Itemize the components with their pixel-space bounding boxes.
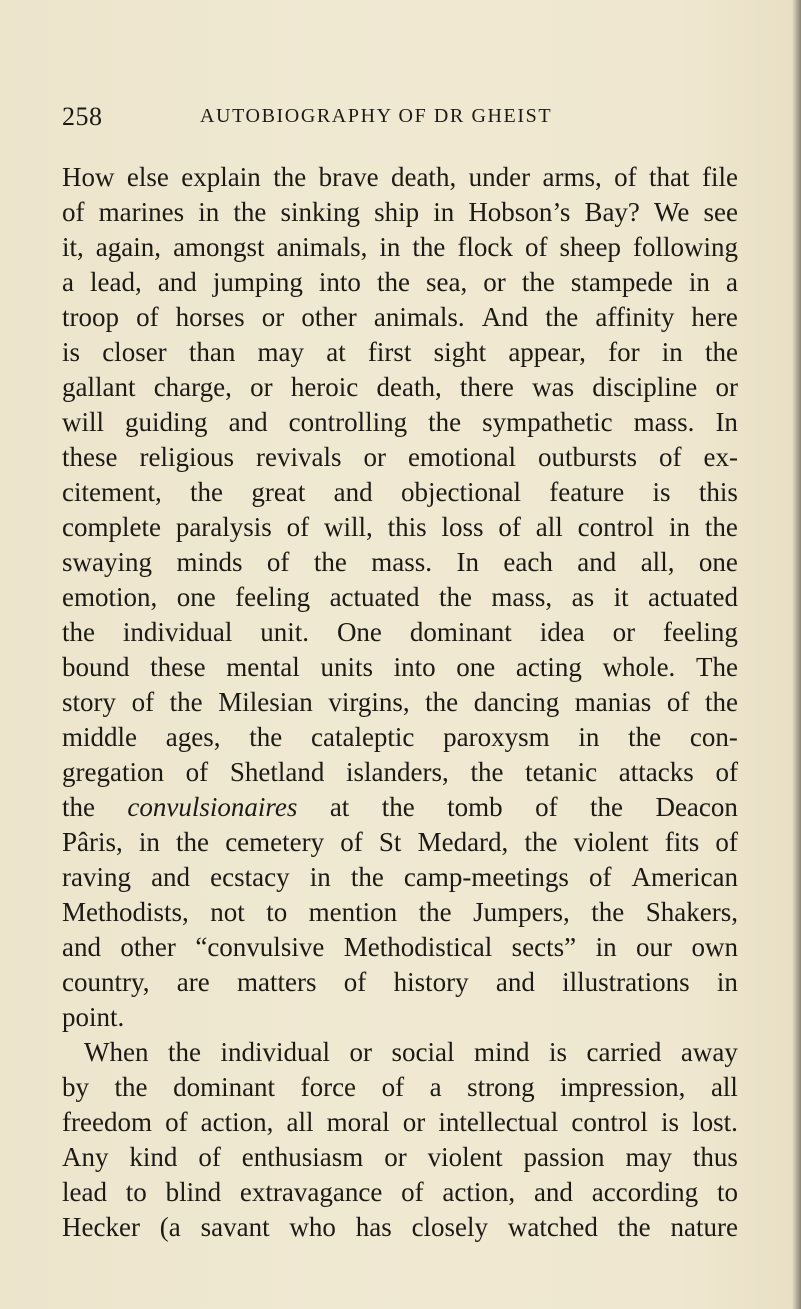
text-line: Pâris, in the cemetery of St Medard, the violent fits of bbox=[62, 827, 738, 857]
text-line: country, are matters of history and illustrations in bbox=[62, 967, 738, 997]
text-line: the individual unit. One dominant idea or feeling bbox=[62, 617, 738, 647]
text-line: swaying minds of the mass. In each and all, one bbox=[62, 547, 738, 577]
text-line: When the individual or social mind is carried away bbox=[84, 1037, 738, 1067]
text-line: these religious revivals or emotional outbursts of ex- bbox=[62, 442, 738, 472]
text-line: troop of horses or other animals. And the affinity here bbox=[62, 302, 738, 332]
text-line: Methodists, not to mention the Jumpers, the Shakers, bbox=[62, 897, 738, 927]
text-line: Any kind of enthusiasm or violent passion may thus bbox=[62, 1142, 738, 1172]
text-line: and other “convulsive Methodistical sects” in our own bbox=[62, 932, 738, 962]
page-number: 258 bbox=[62, 102, 103, 131]
text-line: lead to blind extravagance of action, and according to bbox=[62, 1177, 738, 1207]
text-line: story of the Milesian virgins, the dancing manias of the bbox=[62, 687, 738, 717]
text-line: citement, the great and objectional feature is this bbox=[62, 477, 738, 507]
text-line: of marines in the sinking ship in Hobson’s Bay? We see bbox=[62, 197, 738, 227]
text-line: Hecker (a savant who has closely watched the nature bbox=[62, 1212, 738, 1242]
text-line: raving and ecstacy in the camp-meetings of American bbox=[62, 862, 738, 892]
running-title: AUTOBIOGRAPHY OF DR GHEIST bbox=[200, 105, 553, 127]
text-line: by the dominant force of a strong impression, all bbox=[62, 1072, 738, 1102]
text-line: the convulsionaires at the tomb of the Deacon bbox=[62, 792, 738, 822]
text-line: point. bbox=[62, 1002, 125, 1032]
page-edge-shadow bbox=[792, 0, 801, 1309]
text-line: middle ages, the cataleptic paroxysm in the con- bbox=[62, 722, 738, 752]
body-text bbox=[62, 160, 738, 1245]
text-line: complete paralysis of will, this loss of all control in the bbox=[62, 512, 738, 542]
text-line: bound these mental units into one acting whole. The bbox=[62, 652, 738, 682]
text-line: How else explain the brave death, under arms, of that file bbox=[62, 162, 738, 192]
text-line: freedom of action, all moral or intellectual control is lost. bbox=[62, 1107, 738, 1137]
text-line: gregation of Shetland islanders, the tetanic attacks of bbox=[62, 757, 738, 787]
running-head bbox=[0, 100, 801, 140]
text-line: gallant charge, or heroic death, there was discipline or bbox=[62, 372, 738, 402]
text-line: a lead, and jumping into the sea, or the stampede in a bbox=[62, 267, 738, 297]
text-line: it, again, amongst animals, in the flock of sheep following bbox=[62, 232, 738, 262]
text-line: is closer than may at first sight appear, for in the bbox=[62, 337, 738, 367]
text-line: emotion, one feeling actuated the mass, as it actuated bbox=[62, 582, 738, 612]
text-line: will guiding and controlling the sympathetic mass. In bbox=[62, 407, 738, 437]
